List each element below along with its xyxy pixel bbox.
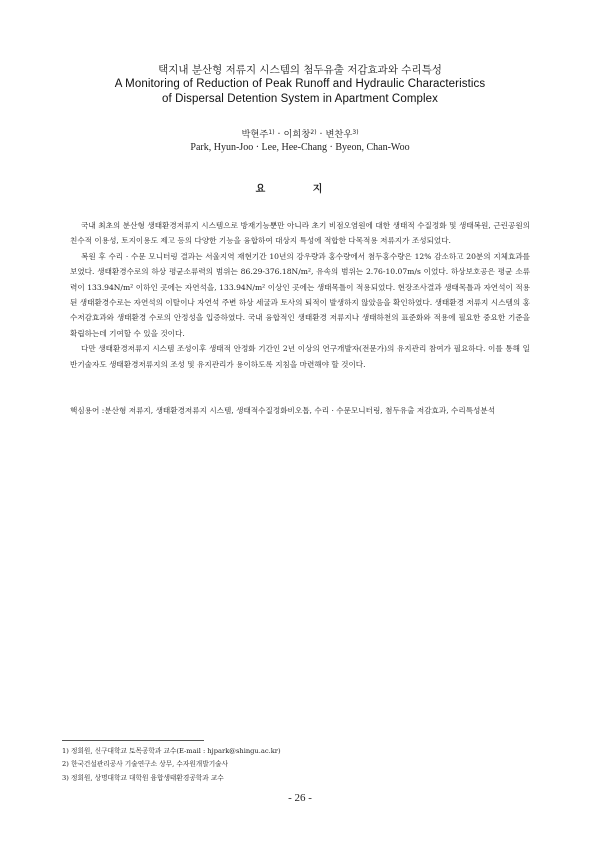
footnote-item: 2) 한국건설관리공사 기술연구소 상무, 수자원개발기술사 [62, 760, 229, 769]
authors-block [60, 126, 540, 154]
title-english-line-2: of Dispersal Detention System in Apartment Complex [161, 92, 438, 105]
authors-korean [60, 126, 540, 141]
title-korean: 택지내 분산형 저류지 시스템의 첨두유출 저감효과와 수리특성 [158, 64, 442, 76]
page-number: - 26 - [288, 792, 312, 804]
footnote-item: 1) 정회원, 신구대학교 토목공학과 교수(E-mail : hjpark@shingu.ac.kr) [62, 747, 281, 755]
author-footnote-mark: 2) [310, 129, 317, 136]
author-footnote-mark: 3) [352, 129, 359, 136]
keywords [70, 403, 530, 418]
author-name: 박현주 [241, 129, 269, 140]
footnotes [62, 745, 532, 785]
author-separator: · [316, 129, 326, 140]
abstract-paragraph: 복원 후 수리 · 수문 모니터링 결과는 서울지역 재현기간 10년의 강우량과 홍수량에서 첨두홍수량은 12% 감소하고 20분의 지체효과를 보였다. 생태환경수로의 하상 평균소류력의 범위는 86.29-376.18N/m², 유속의 범위는 2.76-10.07m/s 이었다. 하상보호공은 평균 소류력이 133.94N/m² 이하인 곳에는 자연석을, 133.94N/m² 이상인 곳에는 생태목틀이 적용되었다. 현장조사결과 생태목틀과 자연석이 적용된 생태환경수로는 자연석의 이탈이나 자연석 주변 하상 세굴과 토사의 퇴적이 발생하지 않았음을 확인하였다. 생태환경 저류지 시스템의 홍수저감효과와 생태환경 수로의 안정성을 입증하였다. 국내 융합적인 생태환경 저류지나 생태하천의 표준화와 적용에 필요한 중요한 기준을 확립하는데 기여할 수 있을 것이다. [70, 251, 531, 338]
author-separator: · [274, 129, 284, 140]
title-block [60, 63, 540, 106]
author-footnote-mark: 1) [268, 129, 275, 136]
author-name: 이희창 [283, 129, 311, 140]
keywords-text: 분산형 저류지, 생태환경저류지 시스템, 생태적수질정화비오톱, 수리 · 수문모니터링, 첨두유출 저감효과, 수리특성분석 [104, 406, 496, 415]
footnote-divider [62, 740, 204, 741]
title-english-line-1: A Monitoring of Reduction of Peak Runoff and Hydraulic Characteristics [114, 78, 486, 90]
abstract-heading: 요 지 [255, 184, 345, 195]
author-name: 변찬우 [325, 129, 353, 140]
keywords-label: 핵심용어 : [70, 406, 105, 415]
authors-english: Park, Hyun-Joo · Lee, Hee-Chang · Byeon, Chan-Woo [190, 142, 410, 153]
abstract-paragraph: 다만 생태환경저류지 시스템 조성이후 생태적 안정화 기간인 2년 이상의 연구개발자(전문가)의 유지관리 참여가 필요하다. 이를 통해 일반기술자도 생태환경저류지의 조성 및 유지관리가 용이하도록 지침을 마련해야 할 것이다. [70, 344, 530, 369]
abstract-paragraph: 국내 최초의 분산형 생태환경저류지 시스템으로 방재기능뿐만 아니라 초기 비점오염원에 대한 생태적 수질정화 및 생태복원, 근린공원의 친수적 이용성, 토지이용도 제고 등의 다양한 기능을 융합하여 대상지 특성에 적합한 다목적용 저류지가 조성되었다. [70, 221, 530, 246]
abstract-body [70, 218, 530, 372]
footnote-item: 3) 정회원, 상명대학교 대학원 융합생태환경공학과 교수 [62, 773, 224, 782]
